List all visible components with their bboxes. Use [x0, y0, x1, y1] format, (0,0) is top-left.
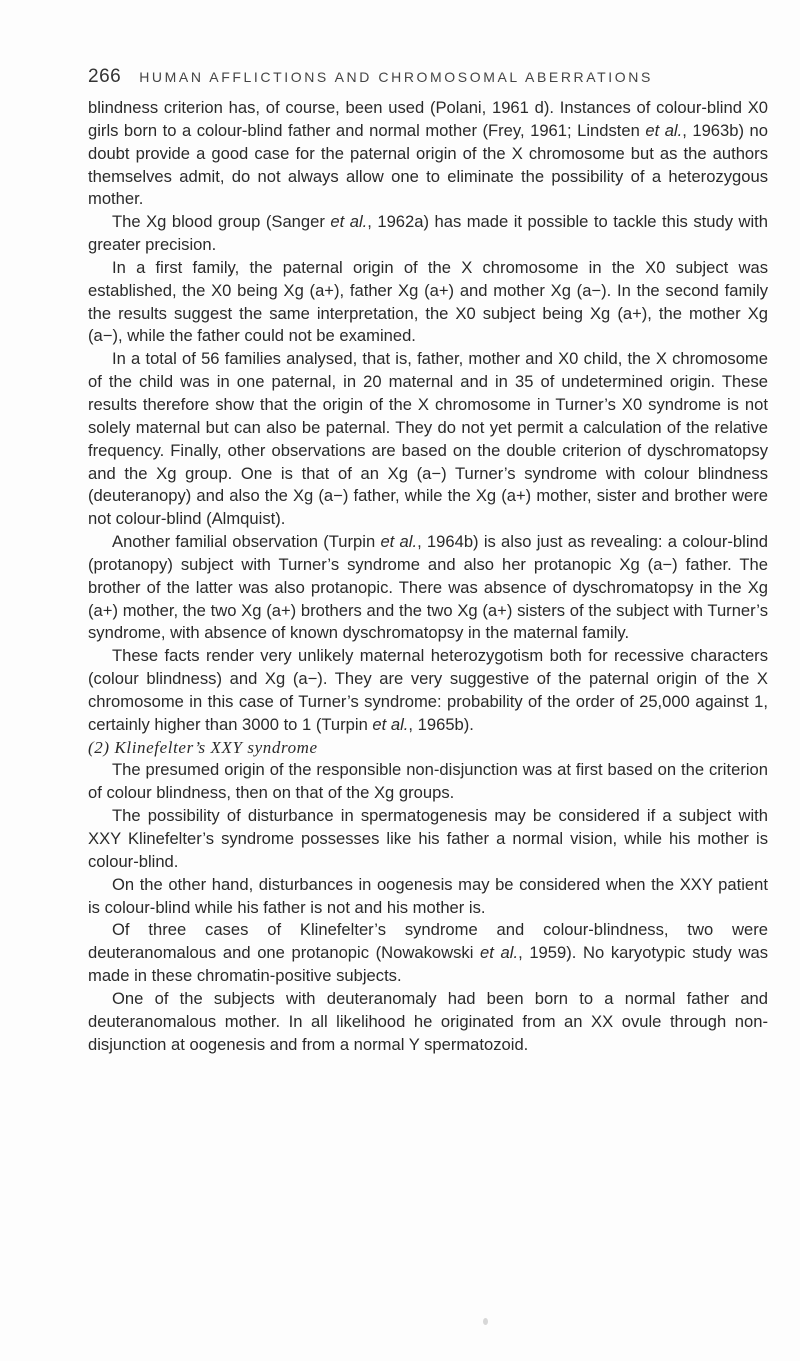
paragraph [88, 211, 768, 257]
paragraph-text: The Xg blood group (Sanger [112, 212, 331, 232]
citation-italic: et al. [645, 120, 683, 140]
paragraph-text: , 1963b) no doubt provide a good case for the paternal origin of the X chromosome but as the authors themselves admit, do not always allow one to eliminate the possibility of a heterozygous mother. [88, 120, 768, 209]
running-head [88, 66, 768, 92]
paragraph-text: (2) Klinefelter’s XXY syndrome [88, 737, 318, 757]
paragraph [88, 919, 768, 988]
citation-italic: et al. [480, 943, 519, 963]
paragraph-text: , 1964b) is also just as revealing: a colour-blind (protanopy) subject with Turner’s syndrome and also her protanopic Xg (a−) father. The brother of the latter was also protanopic. There was absence of dyschromatopsy in the Xg (a+) mother, the two Xg (a+) brothers and the two Xg (a+) sisters of the subject with Turner’s syndrome, with absence of known dyschromatopsy in the maternal family. [88, 532, 768, 643]
paragraph-text: One of the subjects with deuteranomaly had been born to a normal father and deuteranomalous mother. In all likelihood he originated from an XX ovule through non-disjunction at oogenesis and from a normal Y spermatozoid. [88, 988, 768, 1054]
citation-italic: et al. [380, 532, 418, 552]
citation-italic: et al. [372, 714, 409, 734]
paragraph-text: , 1965b). [408, 714, 474, 734]
paragraph-text: , 1962a) has made it possible to tackle this study with greater precision. [88, 212, 768, 255]
page-number: 266 [88, 66, 122, 87]
paragraph [88, 805, 768, 874]
paragraph [88, 97, 768, 211]
paragraph-text: The presumed origin of the responsible non-disjunction was at first based on the criterion of colour blindness, then on that of the Xg groups. [88, 760, 768, 803]
running-title: HUMAN AFFLICTIONS AND CHROMOSOMAL ABERRATIONS [139, 69, 653, 85]
citation-italic: et al. [330, 212, 368, 232]
paragraph [88, 531, 768, 645]
paragraph [88, 874, 768, 920]
paragraph [88, 257, 768, 348]
paragraph [88, 645, 768, 736]
paragraph-text: , 1959). No karyotypic study was made in these chromatin-positive subjects. [88, 943, 769, 986]
paragraph-text: The possibility of disturbance in spermatogenesis may be considered if a subject with XXY Klinefelter’s syndrome possesses like his father a normal vision, while his mother is colour-blind. [88, 806, 768, 871]
paragraph [88, 759, 768, 805]
paragraph-text: blindness criterion has, of course, been used (Polani, 1961 d). Instances of colour-blind X0 girls born to a colour-blind father and normal mother (Frey, 1961; Lindsten [88, 98, 768, 140]
section-heading [88, 737, 768, 760]
paragraph-text: These facts render very unlikely maternal heterozygotism both for recessive characters (colour blindness) and Xg (a−). They are very suggestive of the paternal origin of the X chromosome in this case of Turner’s syndrome: probability of the order of 25,000 against 1, certainly higher than 3000 to 1 (Turpin [88, 646, 768, 734]
paragraph-text: In a first family, the paternal origin of the X chromosome in the X0 subject was established, the X0 being Xg (a+), father Xg (a+) and mother Xg (a−). In the second family the results suggest the same interpretation, the X0 subject being Xg (a+), the mother Xg (a−), while the father could not be examined. [88, 257, 768, 346]
paragraph [88, 348, 768, 531]
paragraph-text: Of three cases of Klinefelter’s syndrome and colour-blindness, two were deuteranomalous and one protanopic (Nowakowski [88, 920, 768, 963]
body-text [88, 97, 768, 1056]
paragraph [88, 988, 768, 1057]
paper-speck [483, 1318, 488, 1325]
paragraph-text: Another familial observation (Turpin [112, 532, 381, 552]
paragraph-text: On the other hand, disturbances in oogenesis may be considered when the XXY patient is colour-blind while his father is not and his mother is. [88, 874, 768, 917]
paragraph-text: In a total of 56 families analysed, that is, father, mother and X0 child, the X chromosome of the child was in one paternal, in 20 maternal and in 35 of undetermined origin. These results therefore show that the origin of the X chromosome in Turner’s X0 syndrome is not solely maternal but can also be paternal. They do not yet permit a calculation of the relative frequency. Finally, other observations are based on the double criterion of dyschromatopsy and the Xg group. One is that of an Xg (a−) Turner’s syndrome with colour blindness (deuteranopy) and also the Xg (a−) father, while the Xg (a+) mother, sister and brother were not colour-blind (Almquist). [88, 349, 768, 529]
